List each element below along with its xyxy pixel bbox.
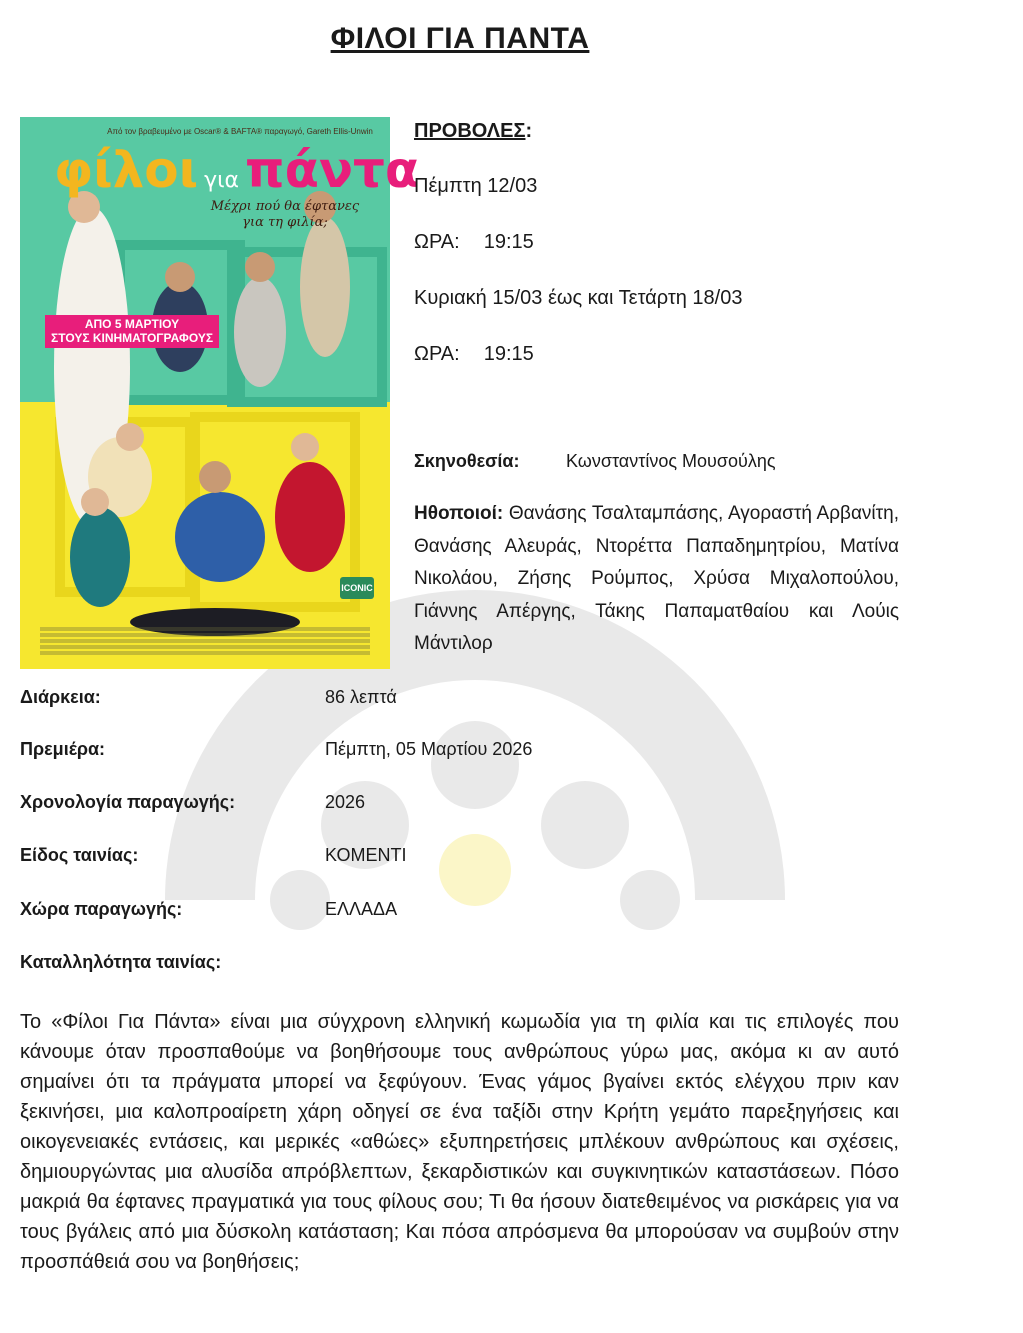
detail-label: Πρεμιέρα: (20, 739, 106, 759)
detail-value: 86 λεπτά (325, 687, 397, 707)
screening-day: Πέμπτη 12/03 (414, 175, 538, 197)
screening-time (414, 343, 534, 366)
screening-time (414, 231, 534, 254)
detail-value: Πέμπτη, 05 Μαρτίου 2026 (325, 739, 533, 759)
poster-title (54, 141, 420, 199)
poster-release-line: ΣΤΟΥΣ ΚΙΝΗΜΑΤΟΓΡΑΦΟΥΣ (51, 331, 214, 346)
poster-title-word: πάντα (245, 141, 420, 199)
cast-block (414, 498, 899, 661)
detail-value: 2026 (325, 792, 366, 812)
director-value: Κωνσταντίνος Μουσούλης (566, 451, 776, 471)
poster-tagline: Από τον βραβευμένο με Oscar® & BAFTA® παραγωγό, Gareth Ellis-Unwin (107, 127, 373, 136)
screening-day: Κυριακή 15/03 έως και Τετάρτη 18/03 (414, 287, 743, 309)
time-label: ΩΡΑ: (414, 231, 460, 253)
director-label: Σκηνοθεσία: (414, 451, 520, 471)
page-title: ΦΙΛΟΙ ΓΙΑ ΠΑΝΤΑ (330, 22, 590, 55)
poster-title-word: φίλοι (54, 141, 199, 199)
detail-label: Χρονολογία παραγωγής: (20, 792, 236, 812)
screenings-heading: ΠΡΟΒΟΛΕΣ: (414, 120, 533, 142)
time-label: ΩΡΑ: (414, 343, 460, 365)
detail-label: Διάρκεια: (20, 687, 101, 707)
detail-value: ΕΛΛΑΔΑ (325, 899, 398, 919)
poster-release-line: ΑΠΟ 5 ΜΑΡΤΙΟΥ (84, 317, 180, 331)
movie-poster (20, 117, 420, 669)
distributor-logo: ICONIC (340, 577, 374, 599)
poster-credits-block (40, 625, 370, 657)
time-value: 19:15 (483, 231, 534, 253)
detail-value: ΚΟΜΕΝΤΙ (325, 845, 407, 865)
movie-summary: Το «Φίλοι Για Πάντα» είναι μια σύγχρονη ελληνική κωμωδία για τη φιλία και τις επιλογές που κάνουμε όταν προσπαθούμε να βοηθήσουμε τους ανθρώπους γύρω μας, ακόμα κι αν αυτό σημαίνει ότι τα πράγματα μπορεί να ξεφύγουν. Ένας γάμος βγαίνει εκτός ελέγχου πριν καν ξεκινήσει, μια καλοπροαίρετη χάρη οδηγεί σε ένα ταξίδι στην Κρήτη γεμάτο παρεξηγήσεις και οικογενειακές εντάσεις, και μερικές «αθώες» εξυπηρετήσεις μπλέκουν ανθρώπους και σχέσεις, δημιουργώντας μια αλυσίδα απρόβλεπτων, ξεκαρδιστικών και συγκινητικών καταστάσεων. Πόσο μακριά θα έφτανες πραγματικά για τους φίλους σου; Τι θα ήσουν διατεθειμένος να ρισκάρεις για να τους βγάλεις από μια δύσκολη κατάσταση; Και πόσα απρόσμενα θα μπορούσαν να συμβούν στην προσπάθειά σου να βοηθήσεις; (20, 1011, 899, 1273)
detail-label: Καταλληλότητα ταινίας: (20, 952, 222, 972)
poster-release-badge (45, 315, 219, 348)
poster-subtitle: Μέχρι πού θα έφτανες για τη φιλία; (210, 199, 360, 230)
time-value: 19:15 (483, 343, 534, 365)
cast-label: Ηθοποιοί: (414, 503, 504, 524)
cast-value: Θανάσης Τσαλταμπάσης, Αγοραστή Αρβανίτη, Θανάσης Αλευράς, Ντορέττα Παπαδημητρίου, Ματίνα Νικολάου, Ζήσης Ρούμπος, Χρύσα Μιχαλοπούλου, Γιάννης Απέργης, Τάκης Παπαματθαίου και Λούις Μάντιλορ (414, 503, 900, 654)
detail-label: Χώρα παραγωγής: (20, 899, 183, 919)
poster-title-word: για (204, 168, 240, 193)
detail-label: Είδος ταινίας: (20, 845, 139, 865)
